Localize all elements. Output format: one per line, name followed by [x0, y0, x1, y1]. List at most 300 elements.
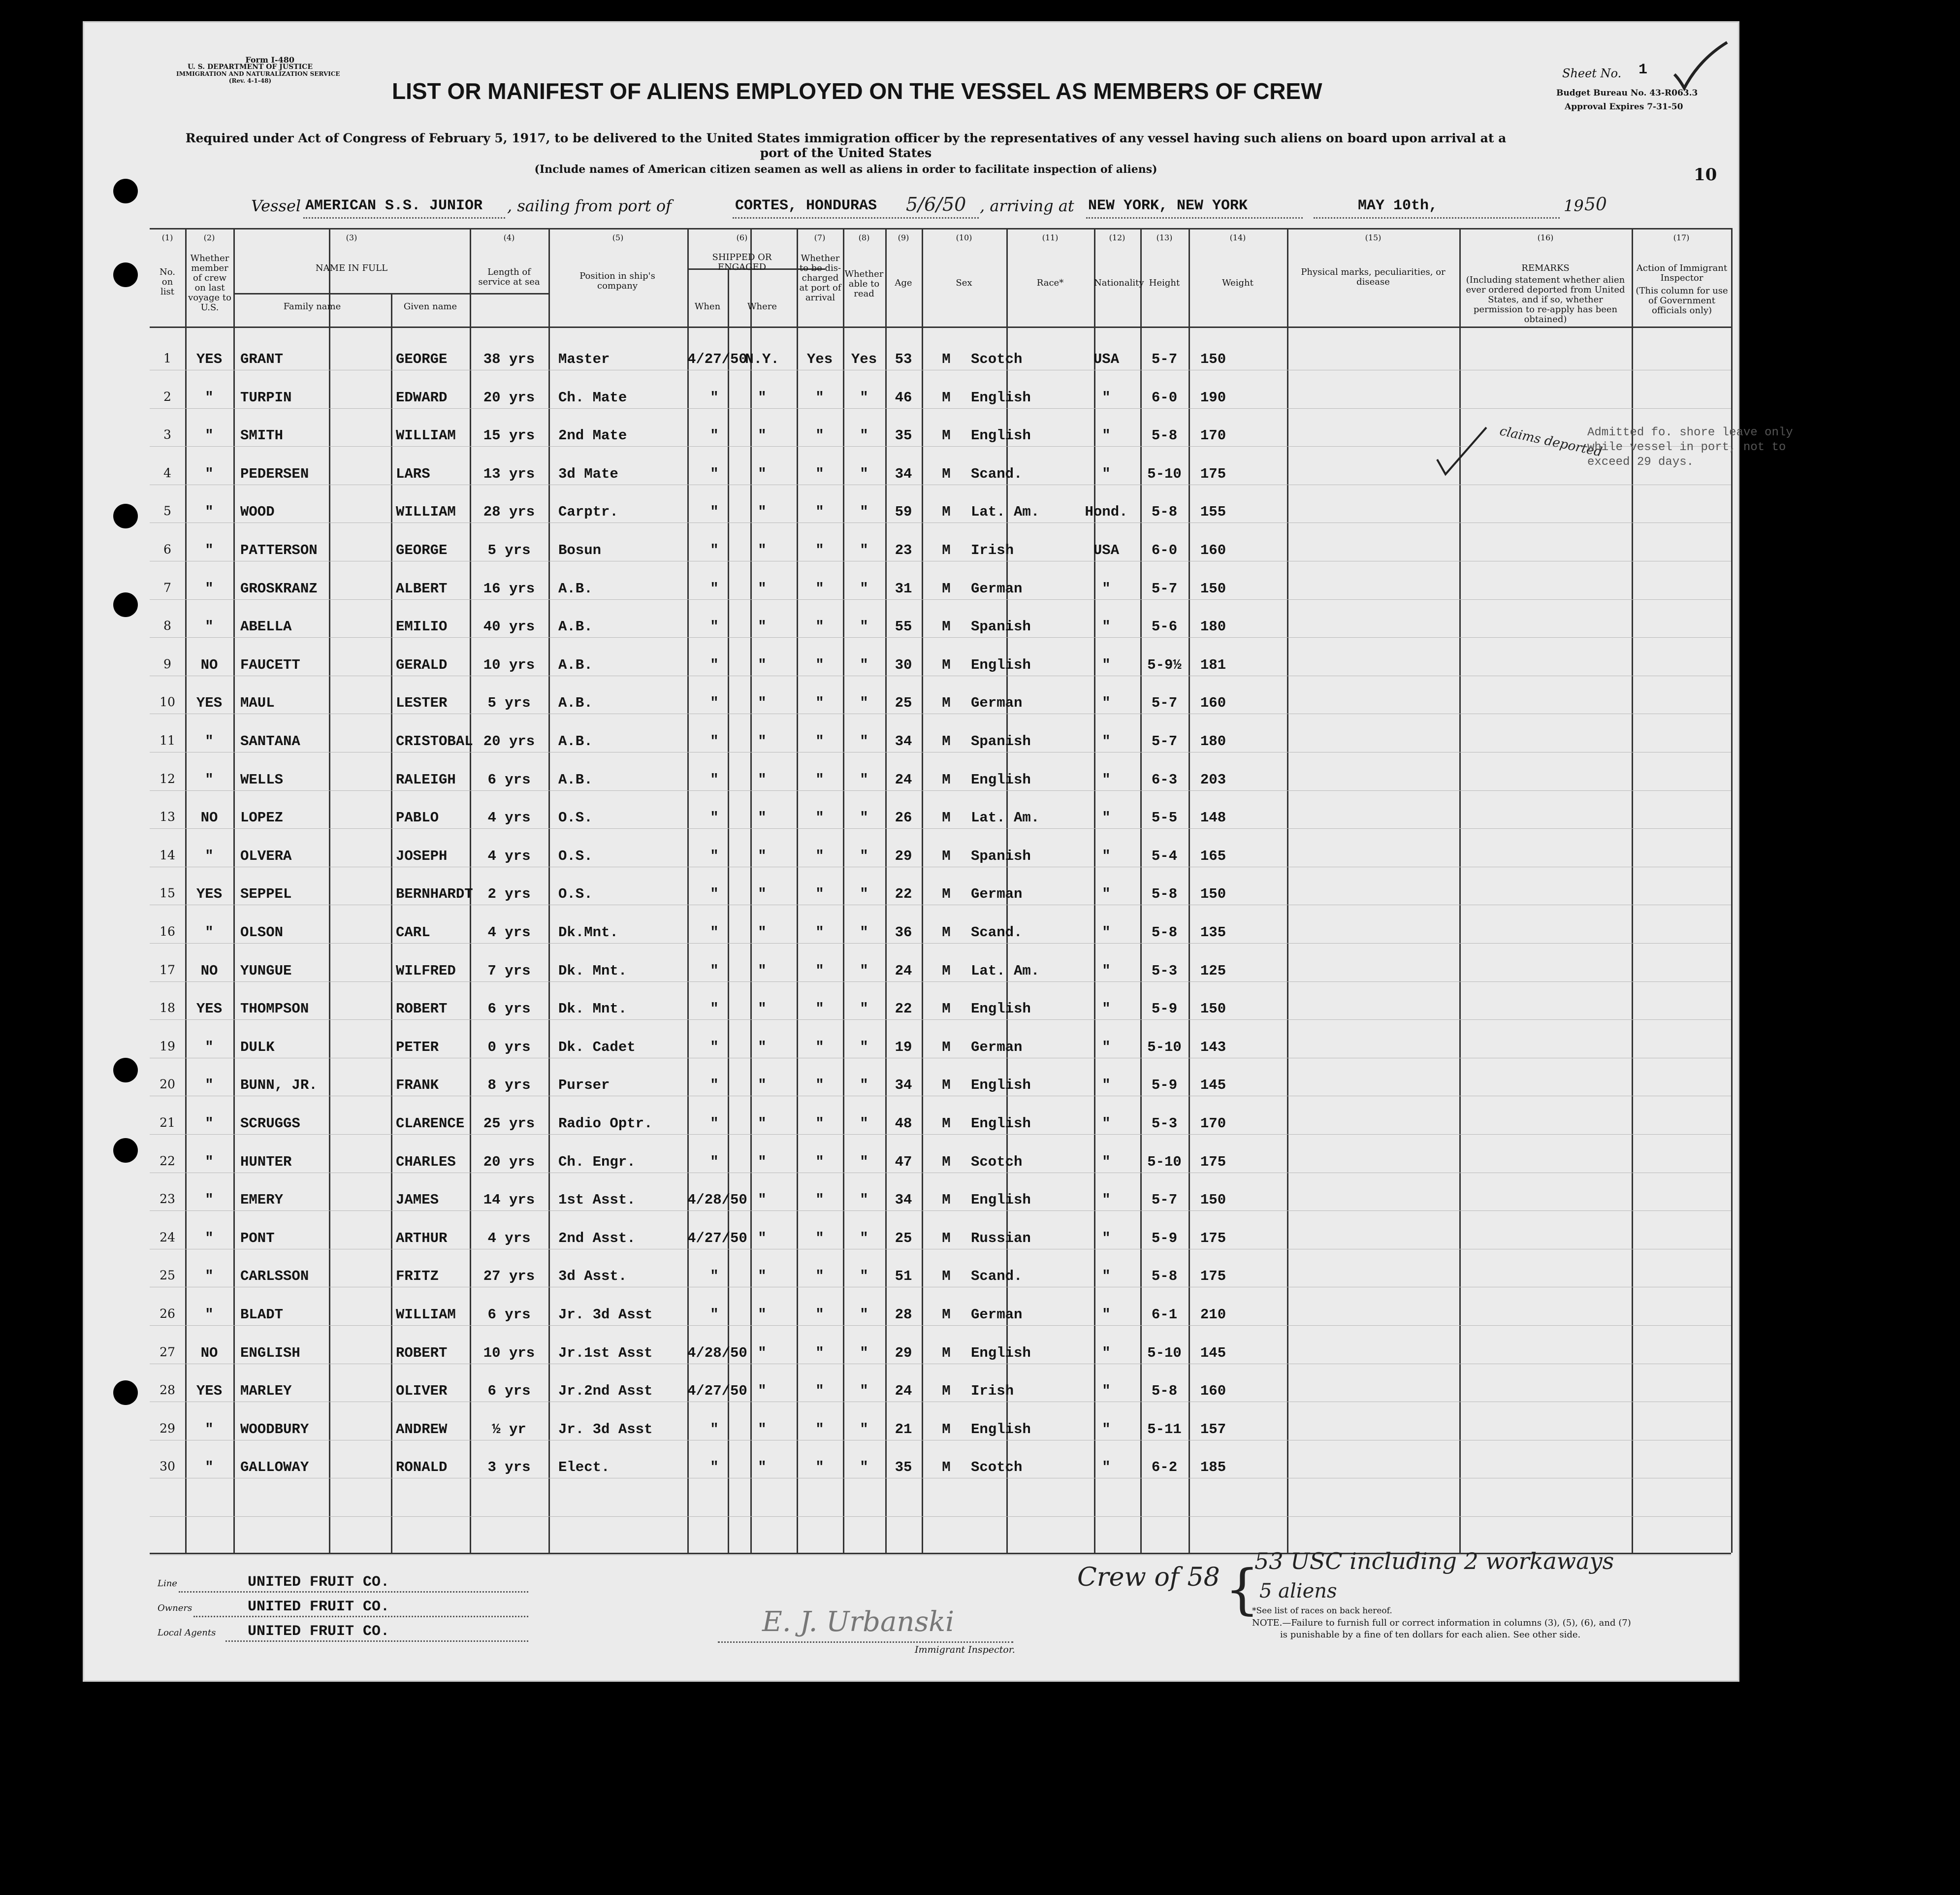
header-length-service: Length of service at sea	[478, 267, 540, 287]
cell-height: 5-4	[1151, 848, 1178, 864]
cell-race: Spanish	[971, 733, 1031, 750]
header-where: Where	[747, 301, 777, 312]
cell-where: "	[758, 1001, 767, 1017]
cell-position: A.B.	[558, 695, 593, 712]
cell-race: Spanish	[971, 619, 1031, 635]
cell-age: 31	[895, 580, 912, 597]
header-action-detail: (This column for use of Government officials only)	[1636, 286, 1728, 316]
page-title: LIST OR MANIFEST OF ALIENS EMPLOYED ON THE VESSEL AS MEMBERS OF CREW	[392, 78, 1322, 104]
cell-family: DULK	[240, 1039, 275, 1055]
cell-no: 9	[163, 656, 171, 671]
cell-sex: M	[942, 924, 951, 941]
cell-nationality: "	[1102, 389, 1111, 406]
cell-weight: 148	[1200, 810, 1226, 826]
cell-member: "	[205, 542, 214, 558]
cell-nationality: "	[1102, 1077, 1111, 1094]
cell-given: EDWARD	[396, 389, 448, 406]
column-number: (5)	[612, 233, 624, 242]
cell-where: "	[758, 810, 767, 826]
header-physical-marks: Physical marks, peculiarities, or disease	[1301, 267, 1446, 287]
cell-nationality: "	[1102, 924, 1111, 941]
cell-position: 2nd Mate	[558, 427, 627, 444]
cell-sex: M	[942, 580, 951, 597]
cell-read: "	[860, 1459, 868, 1476]
cell-height: 5-10	[1147, 1344, 1182, 1361]
inspector-signature: E. J. Urbanski	[762, 1606, 955, 1638]
cell-sex: M	[942, 810, 951, 826]
note-line-1: NOTE.—Failure to furnish full or correct information in columns (3), (5), (6), and (7)	[1252, 1618, 1631, 1628]
cell-where: "	[758, 656, 767, 673]
cell-no: 2	[163, 389, 171, 404]
cell-age: 24	[895, 771, 912, 788]
cell-age: 29	[895, 1344, 912, 1361]
cell-service: 28 yrs	[483, 504, 535, 521]
cell-nationality: "	[1102, 1001, 1111, 1017]
cell-age: 26	[895, 810, 912, 826]
column-number: (3)	[346, 233, 357, 242]
cell-when: 4/28/50	[687, 1344, 747, 1361]
cell-given: LESTER	[396, 695, 448, 712]
cell-age: 55	[895, 619, 912, 635]
cell-read: "	[860, 771, 868, 788]
cell-race: German	[971, 1039, 1023, 1055]
cell-discharged: "	[815, 733, 824, 750]
cell-age: 51	[895, 1268, 912, 1285]
cell-family: PONT	[240, 1230, 275, 1246]
cell-read: "	[860, 1039, 868, 1055]
port-to: NEW YORK, NEW YORK	[1088, 197, 1248, 214]
cell-when: "	[710, 1268, 719, 1285]
cell-when: "	[710, 924, 719, 941]
cell-member: "	[205, 1077, 214, 1094]
cell-when: "	[710, 1153, 719, 1170]
cell-nationality: "	[1102, 1153, 1111, 1170]
cell-discharged: "	[815, 962, 824, 979]
cell-member: "	[205, 1421, 214, 1438]
cell-member: NO	[200, 1344, 218, 1361]
cell-read: "	[860, 465, 868, 482]
cell-given: PETER	[396, 1039, 439, 1055]
cell-read: "	[860, 1421, 868, 1438]
cell-sex: M	[942, 1192, 951, 1209]
cell-nationality: Hond.	[1085, 504, 1128, 521]
cell-race: Irish	[971, 542, 1014, 558]
sailing-label: , sailing from port of	[507, 196, 672, 215]
cell-race: German	[971, 886, 1023, 903]
cell-when: "	[710, 542, 719, 558]
cell-discharged: "	[815, 1192, 824, 1209]
cell-given: CLARENCE	[396, 1115, 465, 1132]
cell-service: 20 yrs	[483, 389, 535, 406]
header-action: Action of Immigrant Inspector	[1636, 263, 1728, 283]
row-rule	[150, 599, 1731, 600]
cell-discharged: "	[815, 580, 824, 597]
cell-sex: M	[942, 1230, 951, 1246]
cell-nationality: "	[1102, 1459, 1111, 1476]
cell-family: SANTANA	[240, 733, 300, 750]
cell-sex: M	[942, 1001, 951, 1017]
cell-given: RALEIGH	[396, 771, 456, 788]
cell-age: 24	[895, 962, 912, 979]
cell-no: 24	[160, 1230, 175, 1244]
cell-read: "	[860, 1115, 868, 1132]
cell-service: 6 yrs	[487, 771, 531, 788]
cell-nationality: "	[1102, 1230, 1111, 1246]
cell-where: "	[758, 1268, 767, 1285]
cell-member: "	[205, 771, 214, 788]
header-whether-member: Whether member of crew on last voyage to U.S.	[188, 253, 231, 313]
cell-where: "	[758, 619, 767, 635]
cell-age: 29	[895, 848, 912, 864]
cell-age: 35	[895, 1459, 912, 1476]
cell-read: "	[860, 1268, 868, 1285]
cell-race: English	[971, 771, 1031, 788]
cell-member: "	[205, 1268, 214, 1285]
cell-position: Jr. 3d Asst	[558, 1421, 653, 1438]
header-given-name: Given name	[403, 301, 457, 312]
cell-when: "	[710, 1001, 719, 1017]
cell-when: "	[710, 1307, 719, 1323]
cell-discharged: "	[815, 848, 824, 864]
remarks-stamp-line-2: while vessel in port, not to	[1587, 441, 1786, 454]
cell-given: CRISTOBAL	[396, 733, 473, 750]
cell-position: Bosun	[558, 542, 602, 558]
owners-value: UNITED FRUIT CO.	[248, 1599, 390, 1615]
cell-height: 5-7	[1151, 1192, 1178, 1209]
cell-given: WILLIAM	[396, 504, 456, 521]
row-rule	[150, 1019, 1731, 1020]
header-family-name: Family name	[283, 301, 341, 312]
header-weight: Weight	[1222, 278, 1253, 288]
header-remarks: REMARKS	[1521, 263, 1570, 273]
cell-where: "	[758, 1459, 767, 1476]
cell-position: O.S.	[558, 810, 593, 826]
punch-hole	[113, 592, 138, 617]
cell-discharged: "	[815, 656, 824, 673]
cell-nationality: "	[1102, 1344, 1111, 1361]
cell-sex: M	[942, 1383, 951, 1400]
cell-family: THOMPSON	[240, 1001, 309, 1017]
cell-position: A.B.	[558, 619, 593, 635]
cell-no: 25	[160, 1268, 175, 1283]
row-rule	[150, 637, 1731, 638]
cell-family: HUNTER	[240, 1153, 292, 1170]
row-rule	[150, 790, 1731, 791]
header-shipped-engaged: SHIPPED OR ENGAGED	[712, 252, 772, 272]
cell-read: "	[860, 1077, 868, 1094]
cell-age: 36	[895, 924, 912, 941]
row-rule	[150, 1210, 1731, 1211]
inspector-label: Immigrant Inspector.	[915, 1644, 1015, 1655]
cell-discharged: "	[815, 810, 824, 826]
cell-weight: 150	[1200, 351, 1226, 367]
cell-position: O.S.	[558, 848, 593, 864]
cell-sex: M	[942, 427, 951, 444]
cell-service: 20 yrs	[483, 733, 535, 750]
cell-service: 40 yrs	[483, 619, 535, 635]
cell-age: 30	[895, 656, 912, 673]
agents-value: UNITED FRUIT CO.	[248, 1623, 390, 1640]
cell-family: FAUCETT	[240, 656, 300, 673]
header-when: When	[694, 301, 721, 312]
cell-family: SEPPEL	[240, 886, 292, 903]
cell-discharged: "	[815, 619, 824, 635]
column-number: (17)	[1673, 233, 1690, 242]
checkmark-icon	[1672, 40, 1731, 94]
cell-weight: 180	[1200, 619, 1226, 635]
cell-nationality: "	[1102, 886, 1111, 903]
cell-weight: 157	[1200, 1421, 1226, 1438]
cell-family: BLADT	[240, 1307, 284, 1323]
owners-label: Owners	[158, 1603, 193, 1613]
row-rule	[150, 1325, 1731, 1326]
cell-given: CHARLES	[396, 1153, 456, 1170]
cell-no: 18	[160, 1001, 175, 1015]
cell-position: O.S.	[558, 886, 593, 903]
cell-height: 5-9	[1151, 1077, 1178, 1094]
cell-weight: 150	[1200, 1001, 1226, 1017]
cell-discharged: "	[815, 1459, 824, 1476]
column-number: (6)	[736, 233, 748, 242]
cell-race: Scotch	[971, 1459, 1023, 1476]
cell-where: "	[758, 1192, 767, 1209]
cell-age: 34	[895, 465, 912, 482]
cell-family: ENGLISH	[240, 1344, 300, 1361]
cell-given: LARS	[396, 465, 430, 482]
cell-no: 21	[160, 1115, 175, 1130]
cell-no: 15	[160, 886, 175, 901]
cell-nationality: "	[1102, 465, 1111, 482]
approval-expiry: Approval Expires 7-31-50	[1565, 102, 1683, 112]
form-number: Form I-480	[245, 55, 294, 65]
cell-family: SCRUGGS	[240, 1115, 300, 1132]
column-rule	[233, 228, 235, 1553]
cell-read: "	[860, 733, 868, 750]
column-number: (13)	[1156, 233, 1173, 242]
cell-member: "	[205, 1307, 214, 1323]
header-discharged: Whether to be dis-charged at port of arrival	[799, 253, 841, 303]
cell-sex: M	[942, 351, 951, 367]
cell-position: 3d Mate	[558, 465, 618, 482]
cell-service: 3 yrs	[487, 1459, 531, 1476]
cell-no: 27	[160, 1344, 175, 1359]
cell-no: 13	[160, 810, 175, 824]
cell-where: "	[758, 389, 767, 406]
cell-weight: 170	[1200, 427, 1226, 444]
manifest-sheet	[83, 21, 1793, 1682]
column-number: (10)	[956, 233, 972, 242]
cell-where: "	[758, 542, 767, 558]
cell-position: Dk. Cadet	[558, 1039, 636, 1055]
cell-weight: 190	[1200, 389, 1226, 406]
cell-where: "	[758, 924, 767, 941]
cell-member: YES	[196, 351, 223, 367]
brace: {	[1225, 1558, 1259, 1621]
cell-read: Yes	[851, 351, 877, 367]
cell-race: Scand.	[971, 924, 1023, 941]
cell-weight: 165	[1200, 848, 1226, 864]
cell-where: "	[758, 886, 767, 903]
agents-label: Local Agents	[158, 1628, 216, 1638]
line-label: Line	[158, 1578, 177, 1589]
cell-where: "	[758, 771, 767, 788]
row-rule	[150, 943, 1731, 944]
cell-service: 20 yrs	[483, 1153, 535, 1170]
cell-service: ½ yr	[492, 1421, 526, 1438]
cell-when: "	[710, 771, 719, 788]
cell-sex: M	[942, 389, 951, 406]
remarks-stamp-line-1: Admitted fo. shore leave only	[1587, 426, 1793, 439]
cell-family: ABELLA	[240, 619, 292, 635]
cell-when: 4/27/50	[687, 1230, 747, 1246]
cell-height: 5-7	[1151, 351, 1178, 367]
cell-nationality: USA	[1093, 542, 1120, 558]
cell-discharged: "	[815, 1039, 824, 1055]
cell-no: 20	[160, 1077, 175, 1092]
cell-position: Elect.	[558, 1459, 610, 1476]
cell-family: CARLSSON	[240, 1268, 309, 1285]
cell-service: 38 yrs	[483, 351, 535, 367]
service-name: IMMIGRATION AND NATURALIZATION SERVICE	[176, 70, 340, 77]
cell-where: "	[758, 1344, 767, 1361]
row-rule	[150, 981, 1731, 982]
cell-sex: M	[942, 962, 951, 979]
cell-given: GEORGE	[396, 351, 448, 367]
cell-member: "	[205, 924, 214, 941]
cell-service: 8 yrs	[487, 1077, 531, 1094]
cell-position: 2nd Asst.	[558, 1230, 636, 1246]
cell-race: German	[971, 695, 1023, 712]
cell-sex: M	[942, 1077, 951, 1094]
cell-no: 11	[160, 733, 175, 748]
cell-discharged: "	[815, 924, 824, 941]
cell-no: 10	[160, 695, 175, 710]
cell-read: "	[860, 924, 868, 941]
cell-discharged: "	[815, 695, 824, 712]
cell-sex: M	[942, 771, 951, 788]
column-rule	[548, 228, 550, 1553]
cell-read: "	[860, 1192, 868, 1209]
cell-position: Ch. Engr.	[558, 1153, 636, 1170]
cell-height: 6-0	[1151, 389, 1178, 406]
requirement-line-2: port of the United States	[760, 146, 932, 160]
cell-height: 6-1	[1151, 1307, 1178, 1323]
cell-nationality: "	[1102, 848, 1111, 864]
cell-discharged: "	[815, 542, 824, 558]
cell-when: "	[710, 504, 719, 521]
cell-given: GERALD	[396, 656, 448, 673]
cell-race: English	[971, 1077, 1031, 1094]
cell-family: BUNN, JR.	[240, 1077, 318, 1094]
cell-where: "	[758, 580, 767, 597]
cell-no: 23	[160, 1192, 175, 1207]
cell-discharged: "	[815, 427, 824, 444]
cell-given: ARTHUR	[396, 1230, 448, 1246]
cell-where: "	[758, 1153, 767, 1170]
cell-discharged: "	[815, 771, 824, 788]
cell-age: 24	[895, 1383, 912, 1400]
cell-member: "	[205, 1039, 214, 1055]
cell-height: 6-0	[1151, 542, 1178, 558]
cell-position: Jr.2nd Asst	[558, 1383, 653, 1400]
cell-height: 5-10	[1147, 1153, 1182, 1170]
cell-age: 48	[895, 1115, 912, 1132]
cell-height: 5-8	[1151, 886, 1178, 903]
cell-height: 5-11	[1147, 1421, 1182, 1438]
cell-read: "	[860, 1230, 868, 1246]
crew-count-note: Crew of 58	[1077, 1563, 1220, 1592]
cell-where: N.Y.	[745, 351, 779, 367]
cell-nationality: USA	[1093, 351, 1120, 367]
cell-where: "	[758, 465, 767, 482]
cell-sex: M	[942, 1153, 951, 1170]
row-rule	[150, 1134, 1731, 1135]
cell-race: Spanish	[971, 848, 1031, 864]
cell-height: 5-8	[1151, 1383, 1178, 1400]
remarks-stamp-line-3: exceed 29 days.	[1587, 456, 1694, 469]
cell-family: OLSON	[240, 924, 284, 941]
cell-age: 23	[895, 542, 912, 558]
punch-hole	[113, 262, 138, 287]
cell-when: "	[710, 580, 719, 597]
cell-nationality: "	[1102, 733, 1111, 750]
port-from: CORTES, HONDURAS	[735, 197, 877, 214]
cell-sex: M	[942, 1268, 951, 1285]
cell-nationality: "	[1102, 695, 1111, 712]
cell-discharged: "	[815, 1421, 824, 1438]
cell-family: GROSKRANZ	[240, 580, 318, 597]
cell-weight: 150	[1200, 1192, 1226, 1209]
cell-service: 14 yrs	[483, 1192, 535, 1209]
cell-service: 7 yrs	[487, 962, 531, 979]
cell-nationality: "	[1102, 1115, 1111, 1132]
cell-given: BERNHARDT	[396, 886, 473, 903]
cell-given: JOSEPH	[396, 848, 448, 864]
cell-height: 5-10	[1147, 465, 1182, 482]
crew-table	[150, 228, 1793, 1553]
cell-no: 17	[160, 962, 175, 977]
cell-given: WILLIAM	[396, 1307, 456, 1323]
cell-weight: 145	[1200, 1077, 1226, 1094]
cell-service: 16 yrs	[483, 580, 535, 597]
cell-when: "	[710, 886, 719, 903]
cell-when: 4/27/50	[687, 351, 747, 367]
cell-height: 5-8	[1151, 1268, 1178, 1285]
cell-when: "	[710, 848, 719, 864]
cell-read: "	[860, 886, 868, 903]
cell-weight: 170	[1200, 1115, 1226, 1132]
cell-member: "	[205, 580, 214, 597]
cell-position: Jr. 3d Asst	[558, 1307, 653, 1323]
cell-service: 6 yrs	[487, 1383, 531, 1400]
cell-family: GALLOWAY	[240, 1459, 309, 1476]
cell-no: 28	[160, 1383, 175, 1398]
cell-given: RONALD	[396, 1459, 448, 1476]
cell-age: 34	[895, 1192, 912, 1209]
cell-age: 28	[895, 1307, 912, 1323]
cell-race: English	[971, 1001, 1031, 1017]
cell-position: Dk. Mnt.	[558, 962, 627, 979]
form-revision: (Rev. 4-1-48)	[228, 77, 272, 84]
sheet-number: 1	[1639, 62, 1648, 78]
cell-discharged: "	[815, 1001, 824, 1017]
cell-when: "	[710, 962, 719, 979]
cell-read: "	[860, 1383, 868, 1400]
cell-race: Russian	[971, 1230, 1031, 1246]
cell-service: 6 yrs	[487, 1001, 531, 1017]
cell-race: English	[971, 1115, 1031, 1132]
cell-nationality: "	[1102, 962, 1111, 979]
